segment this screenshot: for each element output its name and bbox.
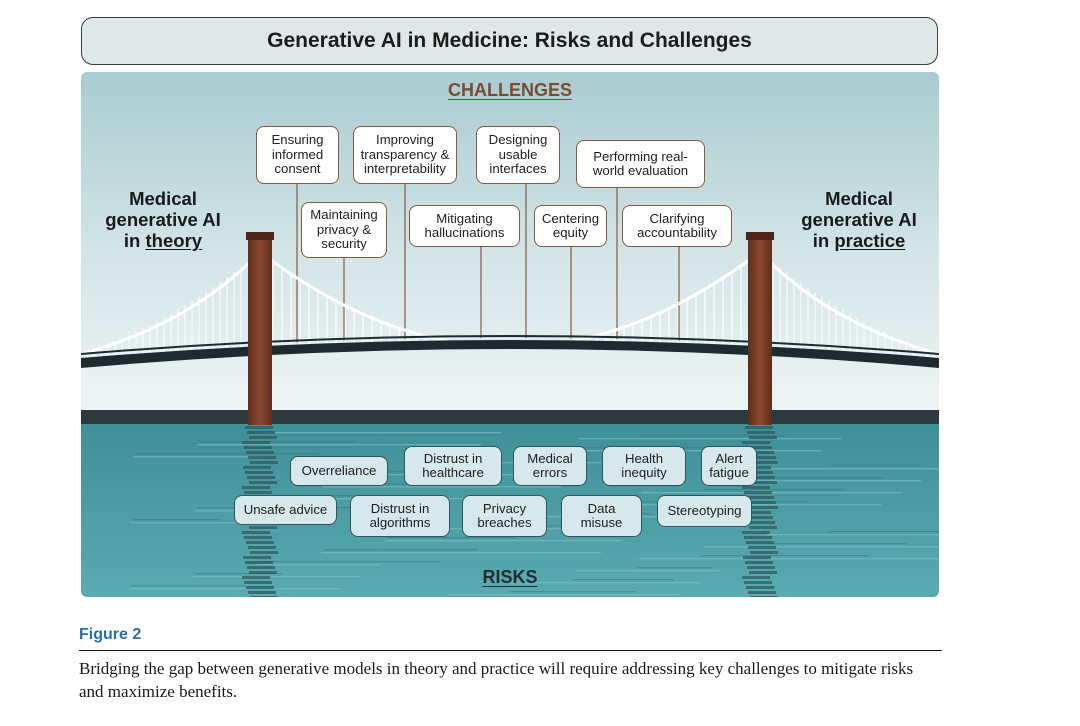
risk-health-inequity: Health inequity — [602, 446, 686, 486]
right-tower-cap — [746, 232, 774, 240]
risks-heading: RISKS — [482, 567, 538, 587]
water-ripple — [579, 438, 841, 439]
water-ripple — [257, 564, 381, 565]
tower-reflection-stripe — [249, 481, 277, 484]
tower-reflection-stripe — [744, 536, 772, 539]
tower-reflection-stripe — [242, 441, 270, 444]
practice-label: Medical generative AI in practice — [801, 188, 917, 251]
tower-reflection-stripe — [248, 546, 276, 549]
tower-reflection-stripe — [745, 426, 773, 429]
risk-overreliance: Overreliance — [290, 456, 388, 486]
tower-reflection-stripe — [247, 476, 275, 479]
tower-reflection-stripe — [750, 506, 778, 509]
tower-reflection-stripe — [745, 561, 773, 564]
water-ripple — [831, 465, 921, 466]
figure-label: Figure 2 — [79, 626, 142, 643]
water-ripple — [323, 486, 561, 487]
water-ripple — [767, 477, 883, 478]
tower-reflection-stripe — [246, 451, 274, 454]
tower-reflection-stripe — [748, 591, 776, 594]
tower-reflection-stripe — [243, 466, 271, 469]
challenge-improving-transparency: Improving transparency & interpretability — [353, 126, 457, 184]
challenge-real-world-evaluation: Performing real- world evaluation — [576, 140, 705, 188]
left-tower-cap — [246, 232, 274, 240]
water-ripple — [703, 489, 846, 490]
tower-reflection-stripe — [750, 596, 778, 597]
challenge-mitigating-hallucinations: Mitigating hallucinations — [409, 205, 520, 247]
water-ripple — [323, 549, 478, 550]
tower-reflection-stripe — [742, 531, 770, 534]
tower-reflection-stripe — [748, 546, 776, 549]
risk-alert-fatigue: Alert fatigue — [701, 446, 757, 486]
water-ripple — [129, 588, 341, 589]
risk-stereotyping: Stereotyping — [657, 495, 752, 527]
tower-reflection-stripe — [244, 536, 272, 539]
tower-reflection-stripe — [244, 446, 272, 449]
challenge-privacy-security: Maintaining privacy & security — [301, 202, 387, 258]
tower-reflection-stripe — [250, 551, 278, 554]
water-ripple — [259, 561, 440, 562]
water-ripple — [321, 552, 601, 553]
water-ripple — [639, 558, 939, 559]
right-tower — [748, 237, 772, 425]
water-ripple — [509, 591, 636, 592]
left-tower — [248, 237, 272, 425]
tower-reflection-stripe — [749, 436, 777, 439]
risk-medical-errors: Medical errors — [513, 446, 587, 486]
tower-reflection-stripe — [250, 596, 278, 597]
tower-reflection-stripe — [245, 471, 273, 474]
shoreline — [81, 410, 939, 424]
water-ripple — [767, 534, 939, 535]
tower-reflection-stripe — [247, 431, 275, 434]
tower-reflection-stripe — [250, 461, 278, 464]
risk-unsafe-advice: Unsafe advice — [234, 495, 337, 525]
tower-reflection-stripe — [746, 541, 774, 544]
tower-reflection-stripe — [249, 436, 277, 439]
challenges-heading: CHALLENGES — [447, 80, 572, 100]
tower-reflection-stripe — [248, 456, 276, 459]
water-ripple — [133, 456, 261, 457]
tower-reflection-stripe — [244, 491, 272, 494]
water-ripple — [765, 543, 907, 544]
tower-reflection-stripe — [246, 541, 274, 544]
tower-reflection-stripe — [242, 486, 270, 489]
tower-reflection-stripe — [249, 526, 277, 529]
water-ripple — [829, 531, 939, 532]
tower-reflection-stripe — [248, 591, 276, 594]
caption-divider — [79, 650, 942, 651]
water-ripple — [261, 432, 501, 433]
water-ripple — [199, 441, 356, 442]
challenge-centering-equity: Centering equity — [534, 205, 607, 247]
water-ripple — [133, 519, 222, 520]
water-ripple — [447, 594, 681, 595]
diagram-title: Generative AI in Medicine: Risks and Challenges — [81, 17, 938, 65]
tower-reflection-stripe — [750, 551, 778, 554]
tower-reflection-stripe — [747, 431, 775, 434]
tower-reflection-stripe — [742, 441, 770, 444]
water-ripple — [135, 453, 319, 454]
tower-reflection-stripe — [749, 526, 777, 529]
tower-reflection-stripe — [245, 426, 273, 429]
risk-data-misuse: Data misuse — [561, 495, 642, 537]
tower-reflection-stripe — [242, 531, 270, 534]
tower-reflection-stripe — [744, 491, 772, 494]
water-ripple — [703, 546, 939, 547]
water-ripple — [701, 555, 869, 556]
tower-reflection-stripe — [742, 486, 770, 489]
challenge-designing-usable-interfaces: Designing usable interfaces — [476, 126, 560, 184]
theory-label: Medical generative AI in theory — [105, 188, 221, 251]
tower-reflection-stripe — [245, 561, 273, 564]
risk-distrust-in-algorithms: Distrust in algorithms — [350, 495, 450, 537]
tower-reflection-stripe — [243, 556, 271, 559]
figure-caption: Bridging the gap between generative models in theory and practice will require addressing key challenges to mitigate risks and maximize benefits. — [79, 659, 914, 701]
water-ripple — [769, 468, 939, 469]
tower-reflection-stripe — [743, 556, 771, 559]
tower-reflection-stripe — [748, 501, 776, 504]
water-ripple — [385, 540, 621, 541]
challenge-ensuring-informed-consent: Ensuring informed consent — [256, 126, 339, 184]
bridge-scene — [81, 72, 939, 597]
risk-privacy-breaches: Privacy breaches — [462, 495, 547, 537]
risk-distrust-in-healthcare: Distrust in healthcare — [404, 446, 502, 486]
challenge-clarifying-accountability: Clarifying accountability — [622, 205, 732, 247]
water-ripple — [387, 537, 515, 538]
